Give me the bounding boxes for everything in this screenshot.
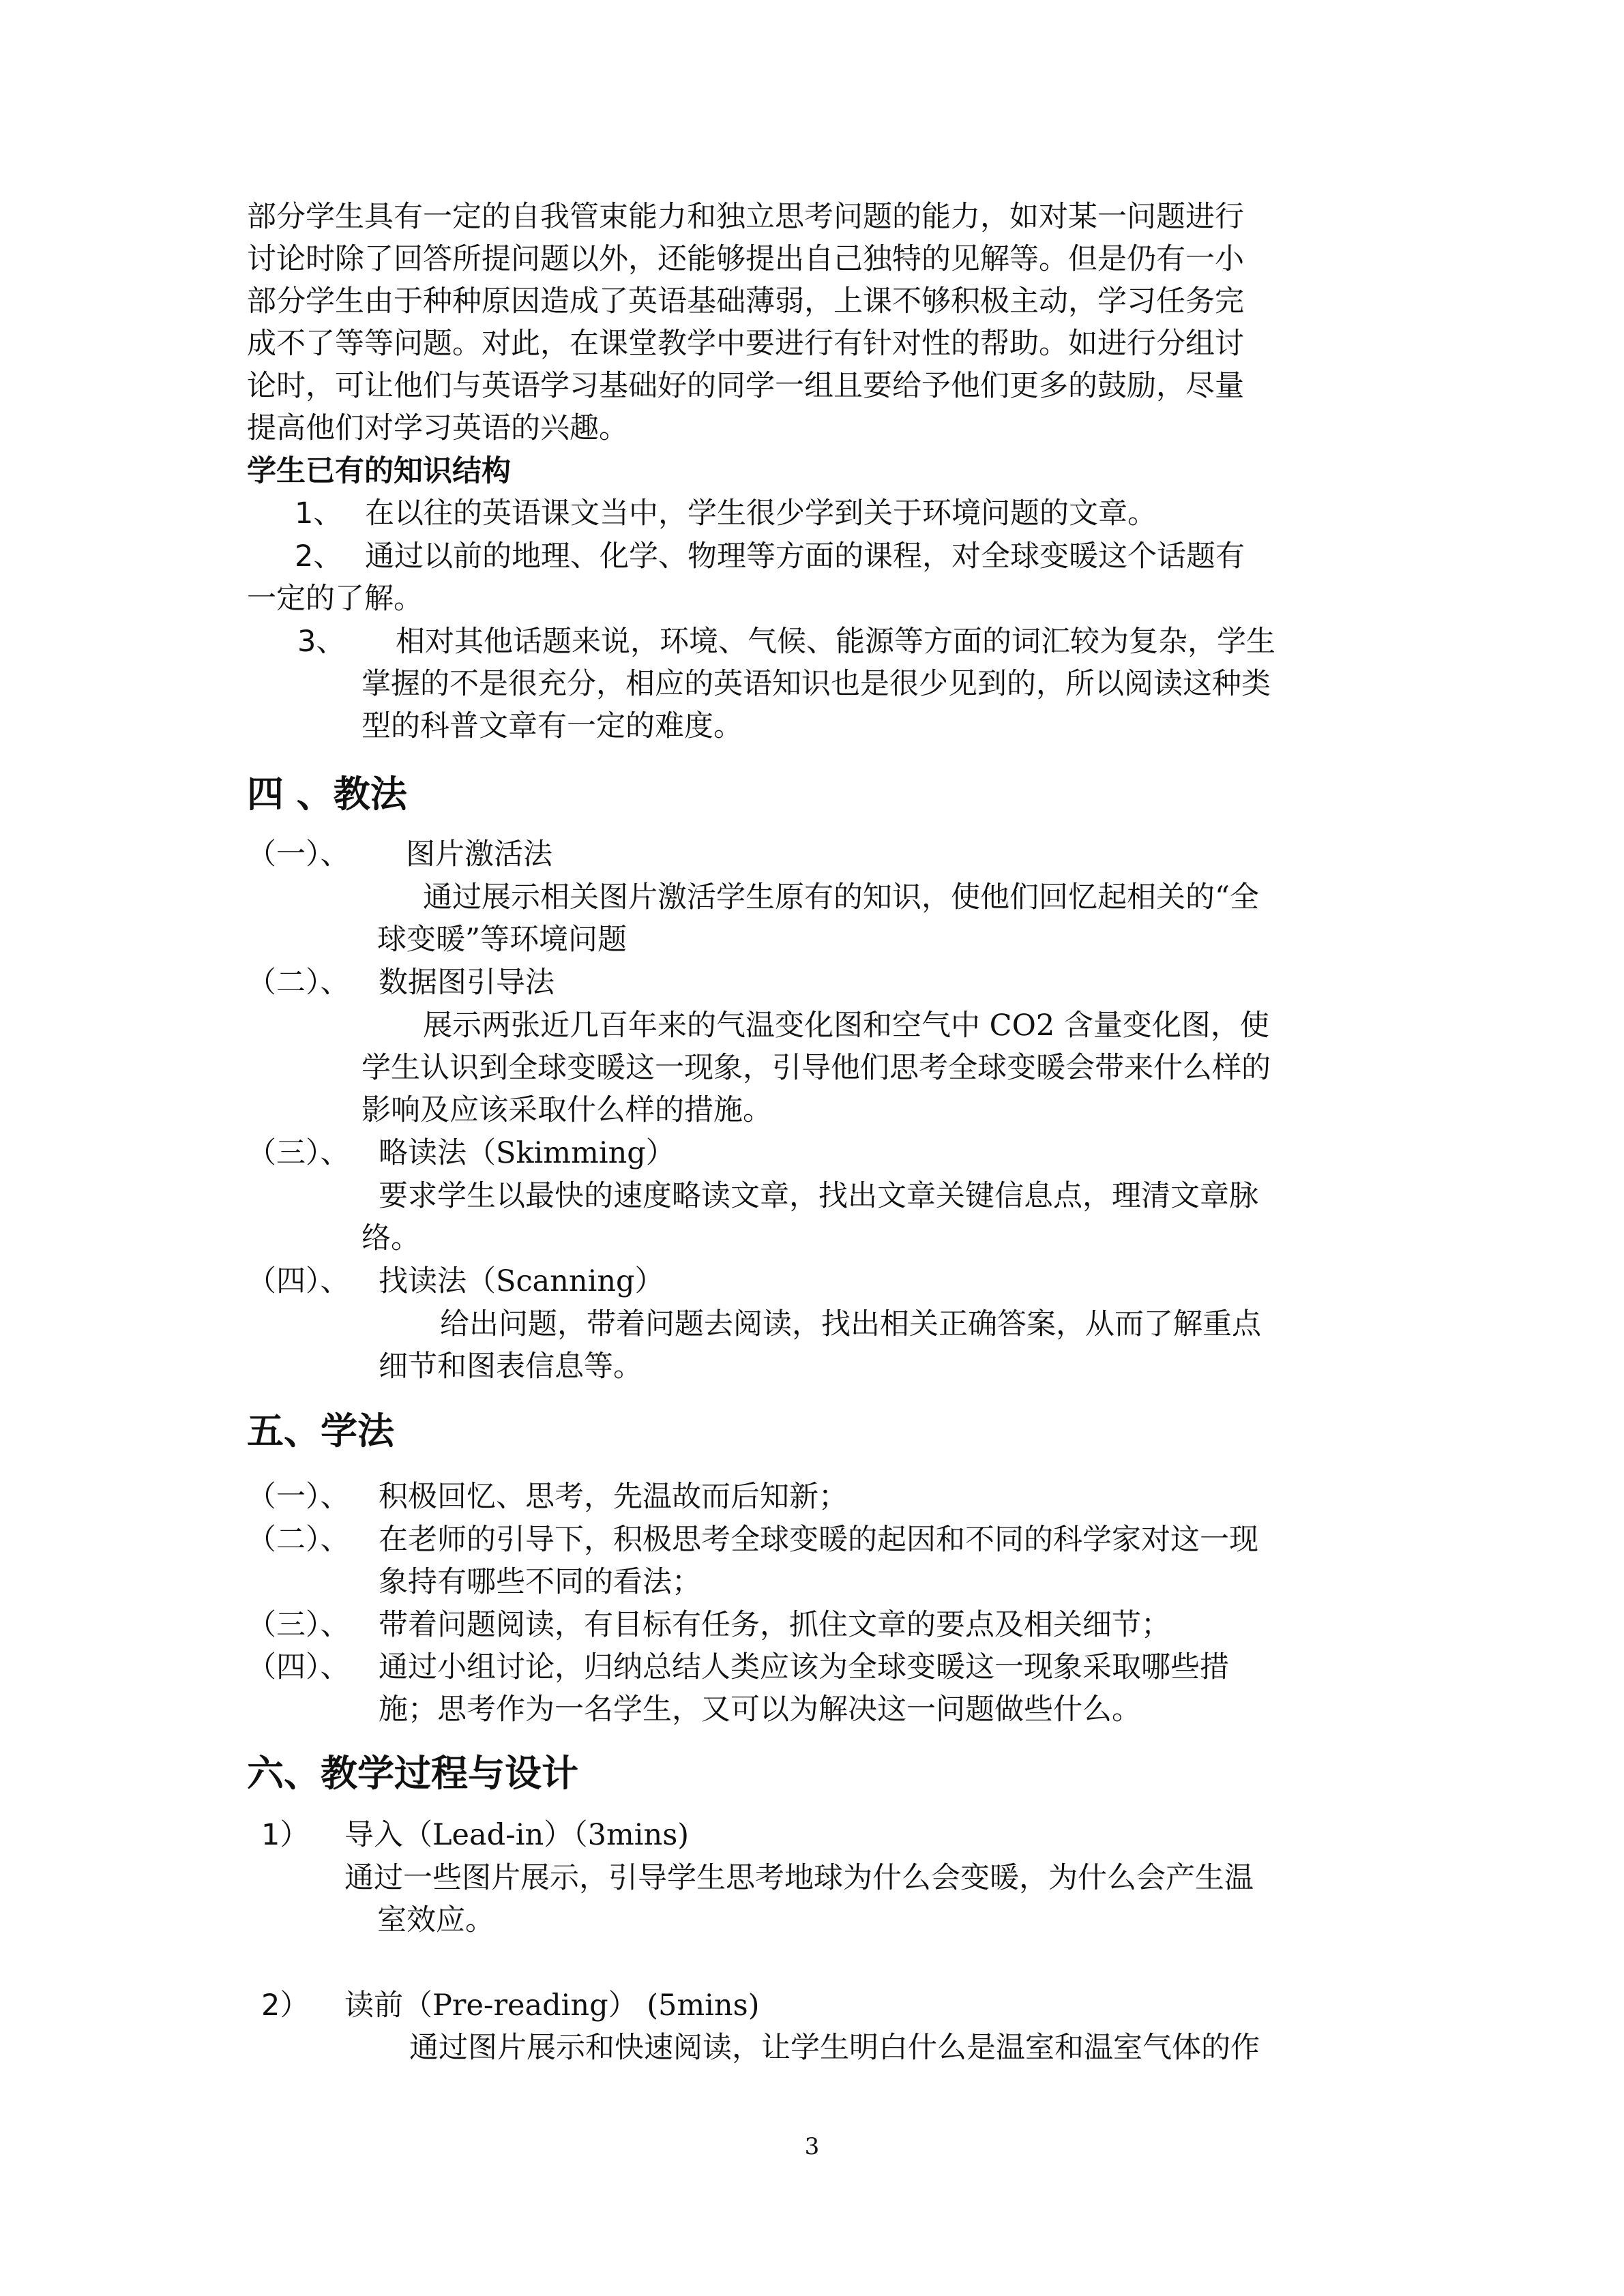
study-text: 积极回忆、思考，先温故而后知新； <box>379 1480 848 1514</box>
knowledge-item-num: 2、 <box>295 539 343 573</box>
page-number: 3 <box>804 2133 820 2160</box>
method-label: （二）、 <box>247 966 350 1000</box>
study-text: 在老师的引导下，积极思考全球变暖的起因和不同的科学家对这一现 <box>379 1523 1258 1557</box>
knowledge-item-text: 在以往的英语课文当中，学生很少学到关于环境问题的文章。 <box>365 496 1157 531</box>
method-name: 略读法（Skimming） <box>379 1136 675 1170</box>
study-label: （一）、 <box>247 1480 350 1514</box>
intro-line: 部分学生由于种种原因造成了英语基础薄弱，上课不够积极主动，学习任务完 <box>247 284 1244 318</box>
method-desc: 展示两张近几百年来的气温变化图和空气中 CO2 含量变化图，使 <box>423 1009 1269 1043</box>
method-desc: 给出问题，带着问题去阅读，找出相关正确答案，从而了解重点 <box>440 1307 1261 1341</box>
section-heading-6: 六、教学过程与设计 <box>247 1752 578 1795</box>
study-label: （三）、 <box>247 1608 350 1642</box>
step-title: 读前（Pre-reading） (5mins) <box>344 1988 760 2023</box>
knowledge-item-text: 型的科普文章有一定的难度。 <box>361 709 743 743</box>
knowledge-item-num: 1、 <box>295 496 343 531</box>
intro-line: 成不了等等问题。对此，在课堂教学中要进行有针对性的帮助。如进行分组讨 <box>247 327 1244 361</box>
knowledge-item-text: 通过以前的地理、化学、物理等方面的课程，对全球变暖这个话题有 <box>365 539 1245 573</box>
method-desc: 通过展示相关图片激活学生原有的知识，使他们回忆起相关的“全 <box>423 880 1259 914</box>
method-name: 找读法（Scanning） <box>379 1264 664 1298</box>
knowledge-item-num: 3、 <box>297 625 346 659</box>
study-text: 象持有哪些不同的看法； <box>379 1565 701 1599</box>
knowledge-item-text: 掌握的不是很充分，相应的英语知识也是很少见到的，所以阅读这种类 <box>361 667 1271 701</box>
method-label: （四）、 <box>247 1264 350 1298</box>
study-text: 通过小组讨论，归纳总结人类应该为全球变暖这一现象采取哪些措 <box>379 1650 1229 1684</box>
intro-line: 部分学生具有一定的自我管束能力和独立思考问题的能力，如对某一问题进行 <box>247 200 1244 234</box>
step-num: 2） <box>261 1988 310 2023</box>
intro-line: 讨论时除了回答所提问题以外，还能够提出自己独特的见解等。但是仍有一小 <box>247 242 1244 276</box>
method-desc: 影响及应该采取什么样的措施。 <box>361 1093 772 1127</box>
step-desc: 室效应。 <box>377 1903 494 1937</box>
step-desc: 通过图片展示和快速阅读，让学生明白什么是温室和温室气体的作 <box>409 2031 1260 2065</box>
section-heading-4: 四 、教法 <box>247 773 407 816</box>
study-text: 施；思考作为一名学生，又可以为解决这一问题做些什么。 <box>379 1693 1141 1727</box>
method-desc: 细节和图表信息等。 <box>379 1350 643 1384</box>
method-label: （一）、 <box>247 837 350 871</box>
step-desc: 通过一些图片展示，引导学生思考地球为什么会变暖，为什么会产生温 <box>344 1861 1254 1895</box>
intro-line: 论时，可让他们与英语学习基础好的同学一组且要给予他们更多的鼓励，尽量 <box>247 369 1244 403</box>
knowledge-item-text: 相对其他话题来说，环境、气候、能源等方面的词汇较为复杂，学生 <box>396 625 1275 659</box>
step-title: 导入（Lead-in）（3mins) <box>344 1818 690 1852</box>
method-name: 数据图引导法 <box>379 966 555 1000</box>
intro-line: 提高他们对学习英语的兴趣。 <box>247 411 628 445</box>
method-desc: 球变暖”等环境问题 <box>377 923 627 957</box>
method-desc: 要求学生以最快的速度略读文章，找出文章关键信息点，理清文章脉 <box>379 1179 1258 1213</box>
study-text: 带着问题阅读，有目标有任务，抓住文章的要点及相关细节； <box>379 1608 1170 1642</box>
knowledge-title: 学生已有的知识结构 <box>247 454 511 488</box>
study-label: （四）、 <box>247 1650 350 1684</box>
method-label: （三）、 <box>247 1136 350 1170</box>
study-label: （二）、 <box>247 1523 350 1557</box>
method-name: 图片激活法 <box>406 837 552 871</box>
section-heading-5: 五、学法 <box>247 1410 394 1452</box>
method-desc: 学生认识到全球变暖这一现象，引导他们思考全球变暖会带来什么样的 <box>361 1051 1271 1085</box>
knowledge-item-text: 一定的了解。 <box>247 582 423 616</box>
step-num: 1） <box>261 1818 310 1852</box>
method-desc: 络。 <box>361 1221 420 1255</box>
